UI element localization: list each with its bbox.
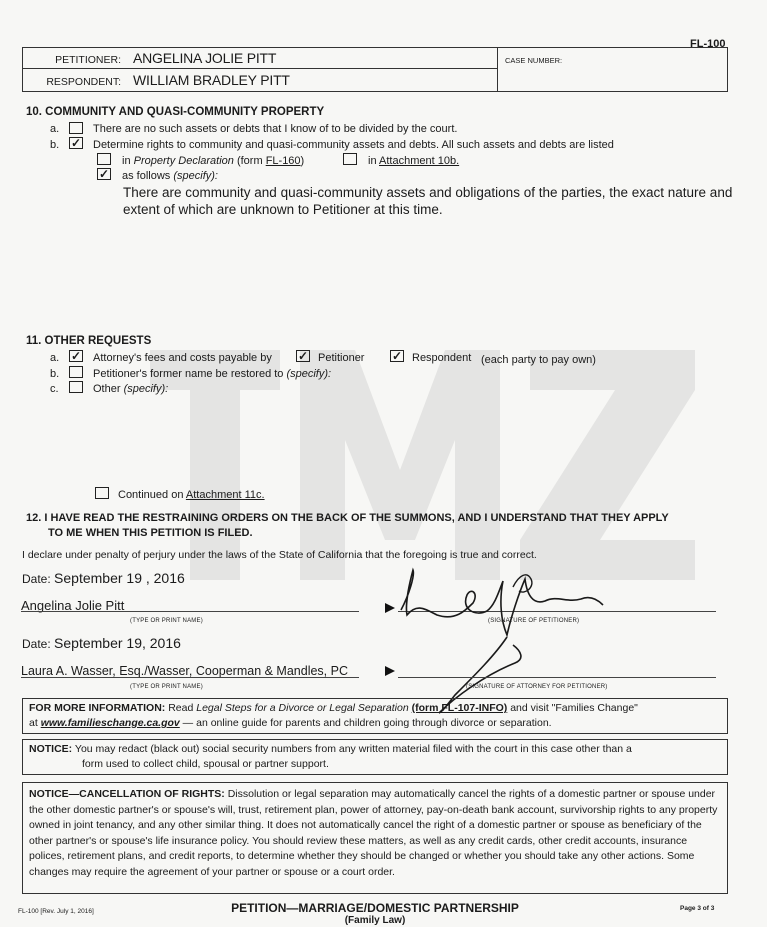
signature-line-2 bbox=[398, 677, 716, 678]
property-declaration-option: in Property Declaration (form FL-160) bbox=[122, 155, 305, 167]
section-10-specify-text: There are community and quasi-community assets and obligations of the parties, the exact nature and extent of which are unknown to Petitioner at this time. bbox=[123, 185, 733, 217]
checkbox-payable-petitioner[interactable] bbox=[296, 350, 310, 362]
checkbox-11a[interactable] bbox=[69, 350, 83, 362]
item-11b-letter: b. bbox=[50, 368, 60, 380]
item-10b-text: Determine rights to community and quasi-community assets and debts. All such assets and debts are listed bbox=[93, 139, 614, 151]
check-icon: ✓ bbox=[297, 349, 309, 363]
notice-cancellation-text: Dissolution or legal separation may automatically cancel the rights of a domestic partner or spouse under the other domestic partner's or spouse's will, trust, retirement plan, power of attorney, pay-on-death bank account, survivorship rights to any property owned in joint tenancy, and any other similar thing. It does not automatically cancel the right of a domestic partner or spouse as beneficiary of the other partner's or spouse's life insurance policy. You should review these matters, as well as any credit cards, other credit accounts, insurance polices, retirement plans, and credit reports, to determine whether they should be changed or whether you should take any other actions. Some changes may require the agreement of your partner or spouse or a court order. bbox=[29, 788, 718, 878]
notice-cancellation-box bbox=[22, 782, 728, 894]
print-name-caption-2: (TYPE OR PRINT NAME) bbox=[130, 684, 203, 690]
print-name-line-2 bbox=[21, 677, 359, 678]
item-11c-text: Other (specify): bbox=[93, 383, 169, 395]
notice-redact-box: NOTICE: You may redact (black out) social security numbers from any written material filed with the court in this case other than a form used to collect child, spousal or partner support. bbox=[22, 739, 728, 775]
fl-107-info-link[interactable]: (form FL-107-INFO) bbox=[411, 702, 508, 714]
date-1 bbox=[22, 570, 185, 586]
checkbox-continued-11c[interactable] bbox=[95, 487, 109, 499]
handwritten-signature bbox=[395, 565, 615, 715]
item-11b-text: Petitioner's former name be restored to (specify): bbox=[93, 368, 332, 380]
case-number-label: CASE NUMBER: bbox=[505, 56, 563, 65]
check-icon: ✓ bbox=[70, 349, 82, 363]
checkbox-10b[interactable] bbox=[69, 137, 83, 149]
form-subtitle: (Family Law) bbox=[344, 915, 406, 926]
checkbox-11b[interactable] bbox=[69, 366, 83, 378]
families-change-link[interactable]: www.familieschange.ca.gov bbox=[40, 717, 180, 729]
attachment-10b-option: in Attachment 10b. bbox=[368, 155, 460, 167]
section-12-line2: TO ME WHEN THIS PETITION IS FILED. bbox=[48, 527, 253, 539]
notice-cancellation-label: NOTICE—CANCELLATION OF RIGHTS: bbox=[29, 788, 225, 800]
as-follows-option: as follows (specify): bbox=[122, 170, 218, 182]
check-icon: ✓ bbox=[391, 349, 403, 363]
attachment-11c-link[interactable]: Attachment 11c. bbox=[185, 489, 265, 501]
item-11a-letter: a. bbox=[50, 352, 60, 364]
checkbox-property-declaration[interactable] bbox=[97, 153, 111, 165]
notice-label: NOTICE: bbox=[29, 743, 73, 755]
date-1-label: Date: bbox=[22, 572, 51, 586]
date-1-value: September 19 , 2016 bbox=[54, 570, 185, 586]
checkbox-payable-respondent[interactable] bbox=[390, 350, 404, 362]
item-10a-text: There are no such assets or debts that I know of to be divided by the court. bbox=[93, 123, 458, 135]
section-12-line1: 12. I HAVE READ THE RESTRAINING ORDERS ON THE BACK OF THE SUMMONS, AND I UNDERSTAND THAT THEY APPLY bbox=[26, 512, 669, 524]
attorney-print-name: Laura A. Wasser, Esq./Wasser, Cooperman & Mandles, PC bbox=[21, 664, 348, 678]
checkbox-attachment-10b[interactable] bbox=[343, 153, 357, 165]
checkbox-11c[interactable] bbox=[69, 381, 83, 393]
payable-petitioner-label: Petitioner bbox=[318, 352, 365, 364]
continued-attachment-11c: Continued on Attachment 11c. bbox=[118, 489, 265, 501]
payable-note: (each party to pay own) bbox=[481, 354, 596, 366]
date-2-label: Date: bbox=[22, 637, 51, 651]
check-icon: ✓ bbox=[70, 136, 82, 150]
signature-caption-2: (SIGNATURE OF ATTORNEY FOR PETITIONER) bbox=[466, 684, 608, 690]
print-name-caption-1: (TYPE OR PRINT NAME) bbox=[130, 618, 203, 624]
form-revision: FL-100 [Rev. July 1, 2016] bbox=[18, 908, 94, 915]
signature-caption-1: (SIGNATURE OF PETITIONER) bbox=[488, 618, 580, 624]
date-2 bbox=[22, 635, 181, 651]
payable-respondent-label: Respondent bbox=[412, 352, 472, 364]
more-information-box: FOR MORE INFORMATION: Read Legal Steps for a Divorce or Legal Separation (form FL-107-INFO) and visit "Families Change" at www.familieschange.ca.gov — an online guide for parents and children going through divorce or separation. bbox=[22, 698, 728, 734]
attachment-10b-link[interactable]: Attachment 10b. bbox=[379, 155, 460, 167]
checkbox-10a[interactable] bbox=[69, 122, 83, 134]
petitioner-name: ANGELINA JOLIE PITT bbox=[133, 50, 277, 66]
more-info-label: FOR MORE INFORMATION: bbox=[29, 702, 166, 714]
checkbox-as-follows[interactable] bbox=[97, 168, 111, 180]
respondent-name: WILLIAM BRADLEY PITT bbox=[133, 72, 290, 88]
item-11a-text: Attorney's fees and costs payable by bbox=[93, 352, 272, 364]
arrow-right-icon bbox=[384, 665, 396, 677]
section-11-title: 11. OTHER REQUESTS bbox=[26, 335, 152, 347]
check-icon: ✓ bbox=[98, 167, 110, 181]
item-10b-letter: b. bbox=[50, 139, 60, 151]
petitioner-row bbox=[23, 50, 276, 66]
form-title: PETITION—MARRIAGE/DOMESTIC PARTNERSHIP bbox=[231, 901, 519, 915]
caption-vertical-divider bbox=[497, 48, 498, 91]
page-number: Page 3 of 3 bbox=[680, 905, 715, 912]
section-10-title: 10. COMMUNITY AND QUASI-COMMUNITY PROPERTY bbox=[26, 106, 325, 118]
caption-divider bbox=[23, 68, 498, 69]
item-11c-letter: c. bbox=[50, 383, 59, 395]
form-number: FL-100 bbox=[690, 38, 726, 50]
date-2-value: September 19, 2016 bbox=[54, 635, 181, 651]
item-10a-letter: a. bbox=[50, 123, 60, 135]
print-name-line-1 bbox=[21, 611, 359, 612]
declaration-statement: I declare under penalty of perjury under the laws of the State of California that the foregoing is true and correct. bbox=[22, 549, 537, 561]
respondent-label: RESPONDENT: bbox=[46, 76, 121, 88]
case-caption bbox=[22, 47, 728, 92]
petitioner-label: PETITIONER: bbox=[55, 54, 121, 66]
petitioner-print-name: Angelina Jolie Pitt bbox=[21, 598, 125, 613]
respondent-row bbox=[23, 72, 290, 88]
fl-160-link[interactable]: FL-160 bbox=[265, 155, 301, 167]
